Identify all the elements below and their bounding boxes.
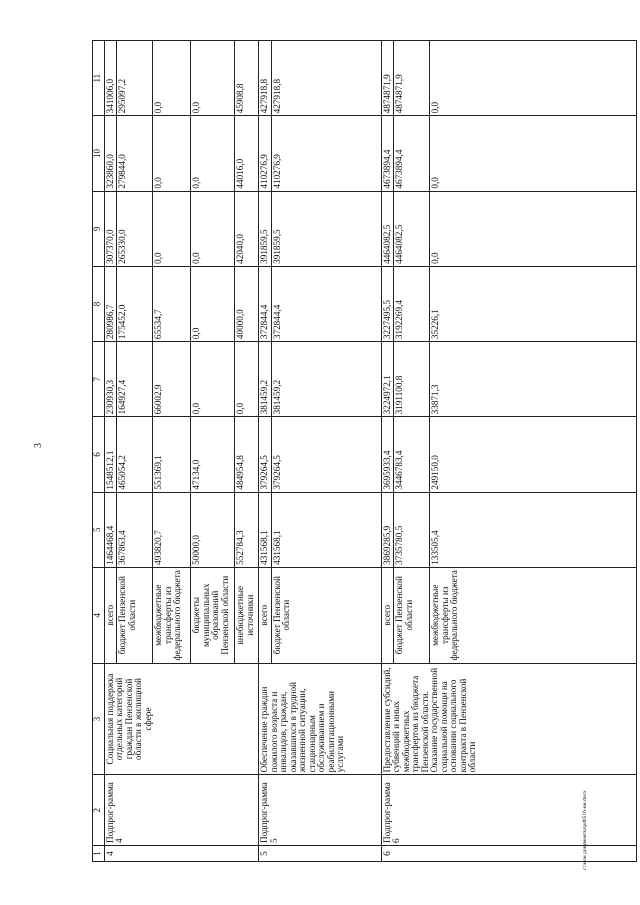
value-cell: 431568,1 [259,492,271,567]
value-cell: 66002,9 [153,342,191,417]
page-number: 3 [33,443,44,448]
value-cell: 133505,4 [430,492,637,567]
value-cell: 280986,7 [105,266,117,341]
value-cell: 427918,8 [259,41,271,116]
funding-source: всего [259,567,271,663]
value-cell: 175452,0 [117,266,153,341]
funding-source: всего [105,567,117,663]
header-cell: 1 [93,846,105,862]
funding-source: бюджеты муниципальных образований Пензенской области [191,567,235,663]
program-name: Подпрог-рамма 6 [381,775,636,846]
value-cell: 65534,7 [153,266,191,341]
value-cell: 0,0 [191,342,235,417]
header-cell: 11 [93,41,105,116]
value-cell: 35226,1 [430,266,637,341]
value-cell: 493820,7 [153,492,191,567]
funding-source: бюджет Пензенской области [394,567,430,663]
table-row [381,41,393,862]
value-cell: 0,0 [153,116,191,191]
value-cell: 3192269,4 [394,266,430,341]
value-cell: 3191100,8 [394,342,430,417]
value-cell: 279844,0 [117,116,153,191]
value-cell: 410276,9 [259,116,271,191]
program-description: Предоставление субсидий, субвенций и иных межбюджетных трансфертов из бюджета Пензенской области. Оказание государственной социальной помощи на основании социального контракта в Пензенской области [381,663,636,775]
value-cell: 431568,1 [271,492,381,567]
value-cell: 372844,4 [271,266,381,341]
value-cell: 4673894,4 [394,116,430,191]
header-cell: 4 [93,567,105,663]
funding-source: межбюджетные трансферты из федерального бюджета [153,567,191,663]
funding-source: бюджет Пензенской области [271,567,381,663]
header-cell: 7 [93,342,105,417]
header-cell: 2 [93,775,105,846]
value-cell: 249150,0 [430,417,637,492]
header-cell: 5 [93,492,105,567]
funding-source: бюджет Пензенской области [117,567,153,663]
funding-source: внебюджетные источники [235,567,259,663]
budget-table [92,40,637,862]
value-cell: 0,0 [235,342,259,417]
program-description: Обеспечение граждан пожилого возраста и инвалидов, граждан, оказавшихся в трудной жизненной ситуации, стационарным обслуживанием и реабилитационными услугами [259,663,381,775]
value-cell: 0,0 [191,191,235,266]
row-number: 5 [259,846,381,862]
value-cell: 4874871,9 [381,41,393,116]
value-cell: 164927,4 [117,342,153,417]
value-cell: 33871,3 [430,342,637,417]
value-cell: 0,0 [153,41,191,116]
table-row [259,41,271,862]
value-cell: 552784,3 [235,492,259,567]
value-cell: 551369,1 [153,417,191,492]
header-cell: 6 [93,417,105,492]
value-cell: 367863,4 [117,492,153,567]
value-cell: 1548512,1 [105,417,117,492]
value-cell: 3224972,1 [381,342,393,417]
value-cell: 44016,0 [235,116,259,191]
value-cell: 379264,5 [271,417,381,492]
footer-file-path: c:\мои документы\pd0516-ни.docx [582,790,588,870]
value-cell: 323860,0 [105,116,117,191]
header-row [93,41,105,862]
value-cell: 341006,0 [105,41,117,116]
value-cell: 1464468,4 [105,492,117,567]
funding-source: межбюджетные трансферты из федерального бюджета [430,567,637,663]
value-cell: 427918,8 [271,41,381,116]
program-name: Подпрог-рамма 4 [105,775,259,846]
funding-source: всего [381,567,393,663]
value-cell: 4464082,5 [394,191,430,266]
header-cell: 9 [93,191,105,266]
value-cell: 0,0 [430,191,637,266]
row-number: 4 [105,846,259,862]
value-cell: 42040,0 [235,191,259,266]
program-description: Социальная поддержка отдельных категорий граждан Пензенской области в жилищной сфере [105,663,259,775]
value-cell: 0,0 [191,116,235,191]
value-cell: 379264,5 [259,417,271,492]
value-cell: 40000,0 [235,266,259,341]
value-cell: 4673894,4 [381,116,393,191]
value-cell: 410276,9 [271,116,381,191]
value-cell: 0,0 [191,41,235,116]
value-cell: 50000,0 [191,492,235,567]
row-number: 6 [381,846,636,862]
value-cell: 307370,0 [105,191,117,266]
value-cell: 3869285,9 [381,492,393,567]
value-cell: 381459,2 [271,342,381,417]
value-cell: 3695933,4 [381,417,393,492]
value-cell: 0,0 [191,266,235,341]
value-cell: 372844,4 [259,266,271,341]
value-cell: 381459,2 [259,342,271,417]
value-cell: 4464082,5 [381,191,393,266]
header-cell: 8 [93,266,105,341]
value-cell: 45908,8 [235,41,259,116]
header-cell: 3 [93,663,105,775]
program-name: Подпрог-рамма 5 [259,775,381,846]
value-cell: 0,0 [430,116,637,191]
value-cell: 3227495,5 [381,266,393,341]
value-cell: 465054,2 [117,417,153,492]
value-cell: 265330,0 [117,191,153,266]
value-cell: 47134,0 [191,417,235,492]
value-cell: 3446783,4 [394,417,430,492]
value-cell: 3735780,5 [394,492,430,567]
value-cell: 295097,2 [117,41,153,116]
header-cell: 10 [93,116,105,191]
value-cell: 4874871,9 [394,41,430,116]
value-cell: 230930,3 [105,342,117,417]
rotated-table-container [92,40,637,862]
value-cell: 484954,8 [235,417,259,492]
table-row [105,41,117,862]
value-cell: 391859,5 [259,191,271,266]
value-cell: 391859,5 [271,191,381,266]
value-cell: 0,0 [430,41,637,116]
value-cell: 0,0 [153,191,191,266]
